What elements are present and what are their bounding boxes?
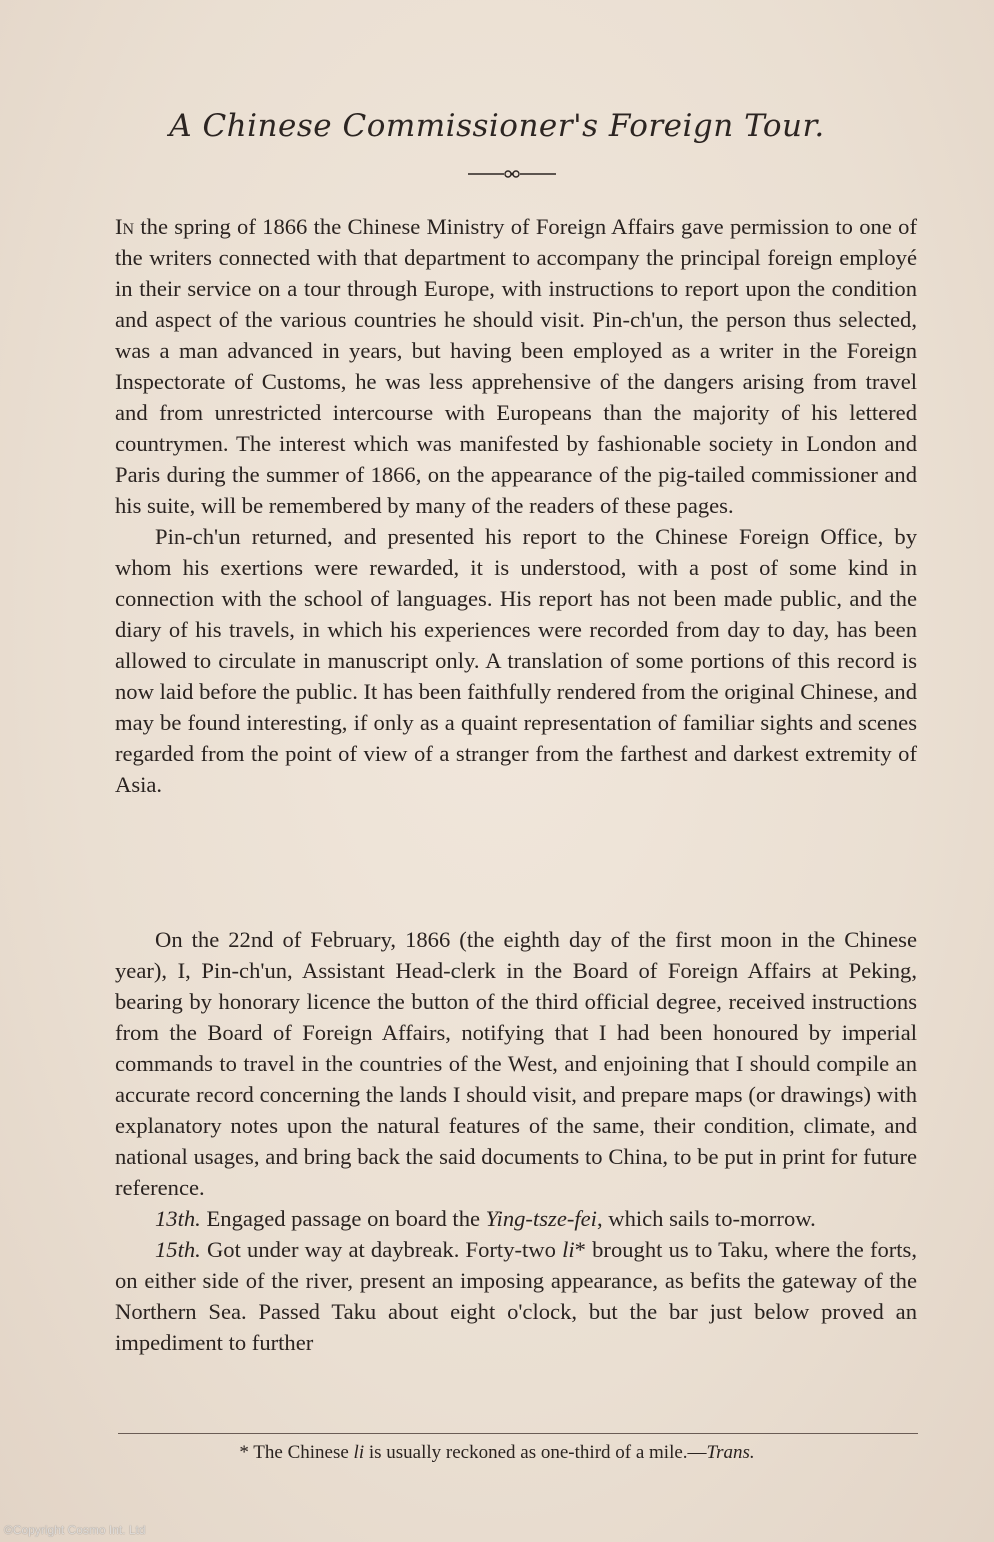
entry-date: 13th. [155,1206,201,1231]
footnote-rule [118,1433,918,1434]
diary-paragraph-1: On the 22nd of February, 1866 (the eighth day of the first moon in the Chinese year), I, Pin-ch'un, Assistant Head-clerk in the Board of Foreign Affairs at Peking, bearing by honorary licence the button of the third official degree, received instructions from the Board of Foreign Affairs, notifying that I had been honoured by imperial commands to travel in the countries of the West, and enjoining that I should compile an accurate record concerning the lands I should visit, and prepare maps (or drawings) with explanatory notes upon the natural features of the same, their condition, climate, and national usages, and bring back the said documents to China, to be put in print for future reference. [115,927,917,1200]
footnote-li: li [353,1442,365,1463]
diary-entry-13th [115,1203,917,1234]
drop-lead-word: In [115,214,135,239]
intro-paragraph-2: Pin-ch'un returned, and presented his report to the Chinese Foreign Office, by whom his exertions were rewarded, it is understood, with a post of some kind in connection with the school of languages. His report has not been made public, and the diary of his travels, in which his experiences were recorded from day to day, has been allowed to circulate in manuscript only. A translation of some portions of this record is now laid before the public. It has been faithfully rendered from the original Chinese, and may be found interesting, if only as a quaint representation of familiar sights and scenes regarded from the point of view of a stranger from the farthest and darkest extremity of Asia. [115,524,917,797]
entry-text: * brought us to Taku, where the forts, on either side of the river, present an imposing appearance, as befits the gateway of the Northern Sea. Passed Taku about eight o'clock, but the bar just below proved an impediment to further [115,1237,918,1355]
article-title: A Chinese Commissioner's Foreign Tour. [169,108,825,144]
entry-text: Got under way at daybreak. Forty-two [200,1237,563,1262]
diary-section [115,924,917,1358]
footnote [0,1442,994,1464]
ship-name: Ying-tsze-fei [485,1206,597,1231]
footnote-text: is usually reckoned as one-third of a mile.— [364,1442,707,1463]
footnote-trans: Trans. [706,1442,755,1463]
entry-date: 15th. [155,1237,201,1262]
diary-entry-15th [115,1234,917,1358]
entry-text: Engaged passage on board the [200,1206,486,1231]
entry-text: , which sails to-morrow. [596,1206,816,1231]
intro-section [115,211,917,800]
footnote-text: * The Chinese [239,1442,354,1463]
li-term: li [562,1237,575,1262]
bleed-through-text [110,0,930,110]
title-ornament [466,168,558,180]
copyright-watermark: ©Copyright Cosmo Int. Ltd [4,1523,146,1537]
intro-paragraph-1 [115,211,917,521]
intro-paragraph-1-text: the spring of 1866 the Chinese Ministry of Foreign Affairs gave permission to one of the writers connected with that department to accompany the principal foreign employé in their service on a tour through Europe, with instructions to report upon the condition and aspect of the various countries he should visit. Pin-ch'un, the person thus selected, was a man advanced in years, but having been employed as a writer in the Foreign Inspectorate of Customs, he was less apprehensive of the dangers arising from travel and from unrestricted intercourse with Europeans than the majority of his lettered countrymen. The interest which was manifested by fashionable society in London and Paris during the summer of 1866, on the appearance of the pig-tailed commissioner and his suite, will be remembered by many of the readers of these pages. [115,214,917,518]
